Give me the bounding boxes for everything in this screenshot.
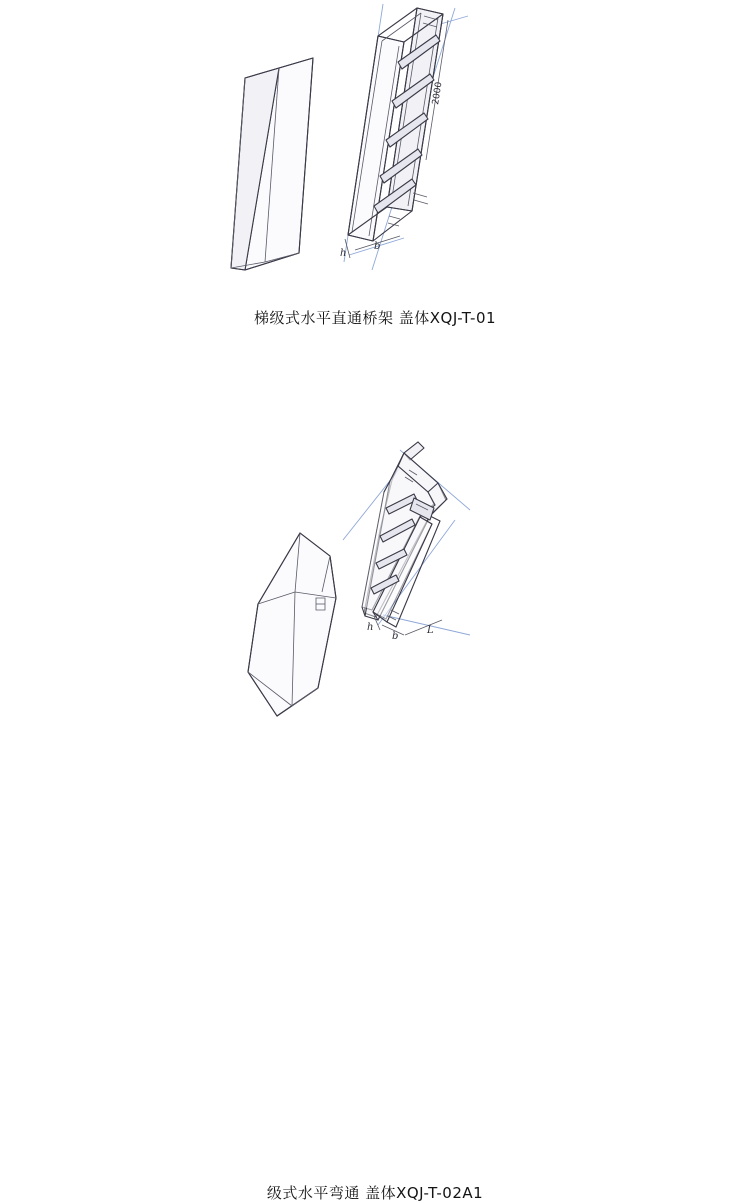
ladder-horizontal-bend xyxy=(362,442,447,760)
ladder-tray xyxy=(348,8,443,241)
ladder-bend-svg xyxy=(0,420,750,760)
dimension-width-label: b xyxy=(374,241,381,252)
figure-1-caption: 梯级式水平直通桥架 盖体XQJ-T-01 xyxy=(253,309,497,327)
dimension-width-bend xyxy=(382,625,404,642)
figure-2-caption: 级式水平弯通 盖体XQJ-T-02A1 xyxy=(266,1184,484,1202)
dimension-width-bend-label: b xyxy=(392,631,399,642)
dimension-leg-label: L xyxy=(427,625,434,636)
dimension-height xyxy=(340,239,350,259)
cover-panel-bend xyxy=(248,533,336,716)
drawing-ladder-straight xyxy=(0,0,750,290)
dimension-height-bend-label: h xyxy=(367,622,374,633)
figure-ladder-straight xyxy=(0,0,750,340)
figure-ladder-bend xyxy=(0,420,750,1202)
ladder-straight-svg xyxy=(0,0,750,290)
cover-panel xyxy=(231,58,313,270)
dimension-length-label: 2000 xyxy=(431,81,445,106)
dimension-leg xyxy=(405,620,442,636)
drawing-ladder-bend xyxy=(0,420,750,760)
dimension-height-label: h xyxy=(340,248,347,259)
